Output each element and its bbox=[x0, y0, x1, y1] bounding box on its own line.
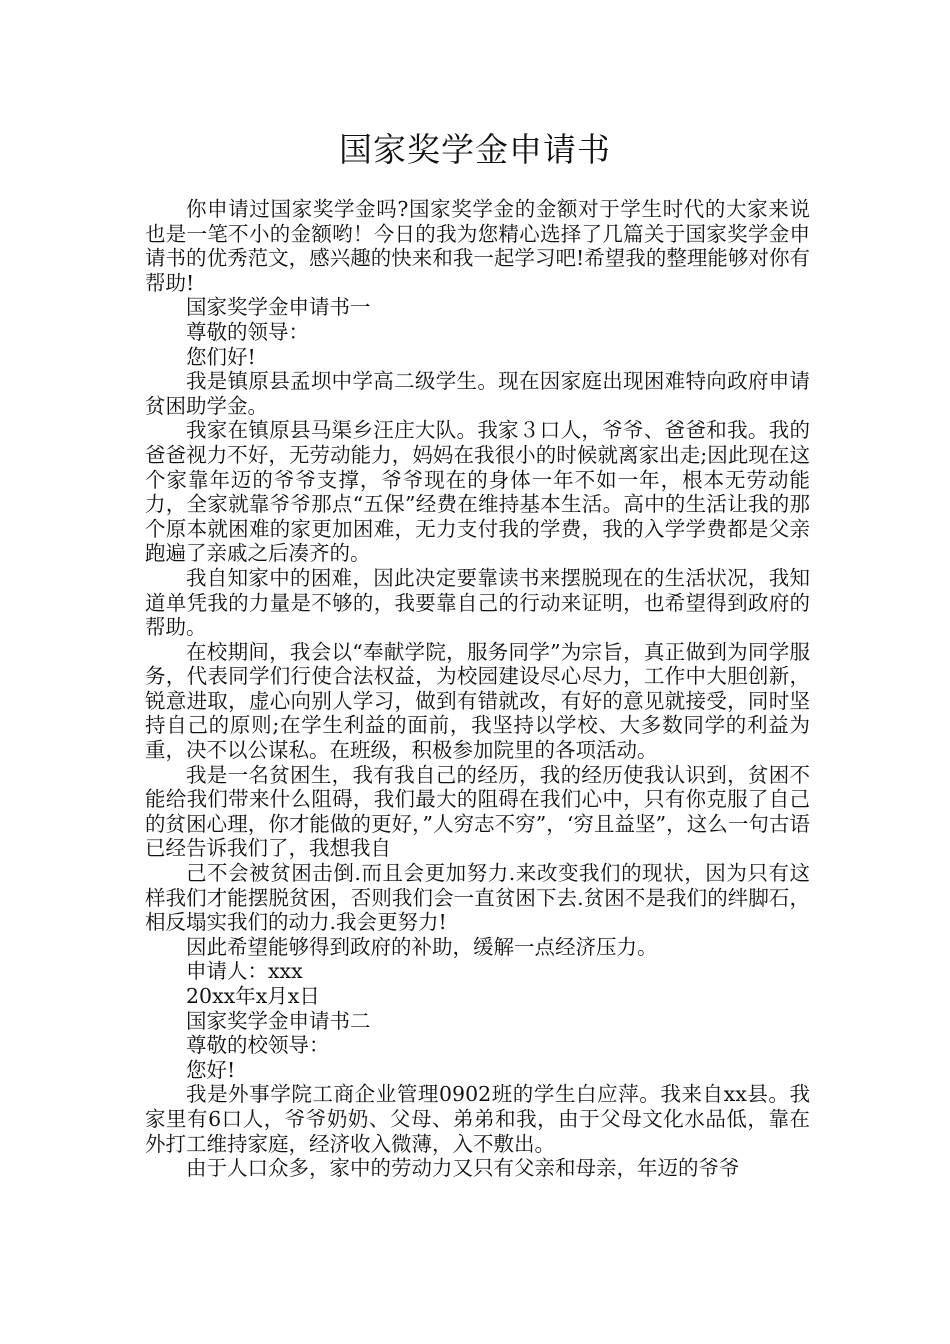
paragraph-intro: 你申请过国家奖学金吗?国家奖学金的金额对于学生时代的大家来说也是一笔不小的金额哟！今日的我为您精心选择了几篇关于国家奖学金申请书的优秀范文，感兴趣的快来和我一起学习吧!希望我的整理能够对你有帮助! bbox=[145, 197, 810, 295]
paragraph-salutation-1: 尊敬的领导： bbox=[186, 319, 309, 344]
paragraph-section-heading-2: 国家奖学金申请书二 bbox=[186, 1008, 371, 1033]
paragraph-signature-date: 20xx年x月x日 bbox=[186, 984, 320, 1008]
paragraph-body: 因此希望能够得到政府的补助，缓解一点经济压力。 bbox=[186, 934, 658, 959]
paragraph-body: 由于人口众多，家中的劳动力又只有父亲和母亲，年迈的爷爷 bbox=[186, 1156, 740, 1181]
paragraph-body: 我是外事学院工商企业管理0902班的学生白应萍。我来自xx县。我家里有6口人，爷爷奶奶、父母、弟弟和我，由于父母文化水品低，靠在外打工维持家庭，经济收入微薄，入不敷出。 bbox=[145, 1082, 810, 1156]
paragraph-body: 我自知家中的困难，因此决定要靠读书来摆脱现在的生活状况，我知道单凭我的力量是不够的，我要靠自己的行动来证明，也希望得到政府的帮助。 bbox=[145, 565, 810, 640]
paragraph-body: 在校期间，我会以“奉献学院，服务同学”为宗旨，真正做到为同学服务，代表同学们行使合法权益，为校园建设尽心尽力，工作中大胆创新，锐意进取，虚心向别人学习，做到有错就改，有好的意见就接受，同时坚持自己的原则;在学生利益的面前，我坚持以学校、大多数同学的利益为重，决不以公谋私。在班级，积极参加院里的各项活动。 bbox=[145, 639, 810, 763]
paragraph-greeting-1: 您们好! bbox=[186, 344, 256, 369]
document-body bbox=[145, 197, 810, 1181]
paragraph-body: 我是一名贫困生，我有我自己的经历，我的经历使我认识到，贫困不能给我们带来什么阻碍，我们最大的阻碍在我们心中，只有你克服了自己的贫困心理，你才能做的更好，”人穷志不穷”，‘穷且益坚”，这么一句古语已经告诉我们了，我想我自 bbox=[145, 762, 810, 861]
paragraph-section-heading-1: 国家奖学金申请书一 bbox=[186, 295, 371, 320]
paragraph-signature-name: 申请人：xxx bbox=[186, 959, 303, 984]
paragraph-body: 己不会被贫困击倒.而且会更加努力.来改变我们的现状，因为只有这样我们才能摆脱贫困，否则我们会一直贫困下去.贫困不是我们的绊脚石，相反塌实我们的动力.我会更努力! bbox=[145, 861, 810, 935]
paragraph-salutation-2: 尊敬的校领导： bbox=[186, 1033, 330, 1058]
paragraph-body: 我家在镇原县马渠乡汪庄大队。我家３口人，爷爷、爸爸和我。我的爸爸视力不好，无劳动能力，妈妈在我很小的时候就离家出走;因此现在这个家靠年迈的爷爷支撑，爷爷现在的身体一年不如一年，根本无劳动能力，全家就靠爷爷那点“五保”经费在维持基本生活。高中的生活让我的那个原本就困难的家更加困难，无力支付我的学费，我的入学学费都是父亲跑遍了亲戚之后凑齐的。 bbox=[145, 418, 810, 566]
paragraph-body: 我是镇原县孟坝中学高二级学生。现在因家庭出现困难特向政府申请贫困助学金。 bbox=[145, 369, 810, 418]
paragraph-greeting-2: 您好! bbox=[186, 1057, 236, 1082]
document-title: 国家奖学金申请书 bbox=[339, 130, 611, 169]
